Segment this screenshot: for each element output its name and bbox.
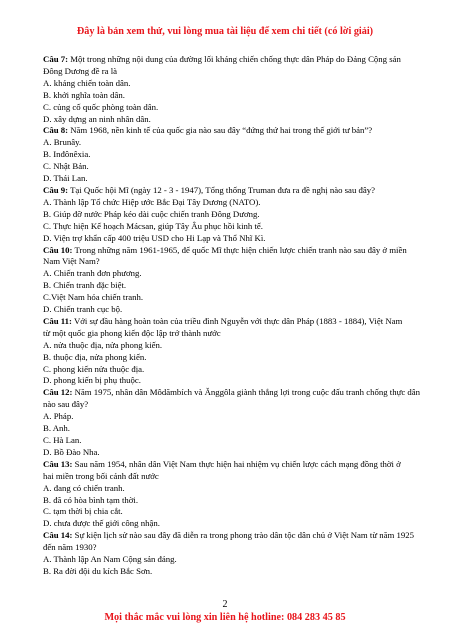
answer-option: A. kháng chiến toàn dân. — [43, 77, 131, 88]
answer-option: B. Ra đời đội du kích Bắc Sơn. — [43, 565, 153, 576]
question-text-segment: Sau năm 1954, nhân dân Việt Nam thực hiện hai nhiệm vụ chiến lược cách mạng đồng thời ở — [72, 458, 401, 469]
question-text-segment: từ một quốc gia phong kiến độc lập trở thành nước — [43, 327, 221, 338]
question-block — [43, 125, 427, 185]
question-block — [43, 387, 427, 458]
question-text-segment: Trong những năm 1961-1965, đế quốc Mĩ thực hiện chiến lược chiến tranh nào sau đây ở miền — [72, 244, 407, 255]
question-text-segment: Tại Quốc hội Mĩ (ngày 12 - 3 - 1947), Tổng thống Truman đưa ra đề nghị nào sau đây? — [68, 184, 376, 195]
answer-option: A. Pháp. — [43, 411, 74, 422]
question-text — [43, 245, 427, 257]
question-number: Câu 13: — [43, 458, 73, 469]
answer-option: B. Anh. — [43, 423, 70, 434]
question-text — [43, 387, 427, 399]
preview-banner: Đây là bản xem thử, vui lòng mua tài liệu để xem chi tiết (có lời giải) — [76, 26, 374, 37]
answer-option: D. xây dựng an ninh nhân dân. — [43, 113, 151, 124]
answer-option: C. tạm thời bị chia cắt. — [43, 506, 123, 517]
question-text-continued — [43, 542, 427, 554]
question-text — [43, 54, 427, 66]
question-number: Câu 10: — [43, 244, 73, 255]
question-block — [43, 185, 427, 245]
question-block — [43, 245, 427, 316]
answer-option: D. phong kiến bị phụ thuộc. — [43, 375, 141, 386]
question-number: Câu 8: — [43, 125, 69, 136]
answer-option: A. Chiến tranh đơn phương. — [43, 268, 142, 279]
question-text — [43, 459, 427, 471]
answer-option: B. đã có hòa bình tạm thời. — [43, 494, 139, 505]
answer-option: A. đang có chiến tranh. — [43, 482, 125, 493]
answer-option: D. chưa được thế giới công nhận. — [43, 518, 160, 529]
answer-option: A. nửa thuộc địa, nửa phong kiến. — [43, 339, 163, 350]
answer-option: D. Thái Lan. — [43, 173, 88, 184]
answer-option: D. Chiến tranh cục bộ. — [43, 304, 123, 315]
question-text-segment: đến năm 1930? — [43, 542, 97, 553]
answer-option: B. khởi nghĩa toàn dân. — [43, 89, 125, 100]
page-number: 2 — [222, 599, 228, 610]
hotline-footer: Mọi thắc mắc vui lòng xin liên hệ hotline: 084 283 45 85 — [104, 612, 346, 623]
question-text-continued — [43, 399, 427, 411]
question-text-segment: Năm 1968, nền kinh tế của quốc gia nào sau đây “đứng thứ hai trong thế giới tư bản”? — [68, 125, 373, 136]
answer-option: A. Brunây. — [43, 137, 82, 148]
question-text-continued — [43, 66, 427, 78]
question-number: Câu 11: — [43, 315, 72, 326]
answer-option: B. Chiến tranh đặc biệt. — [43, 280, 127, 291]
question-block — [43, 54, 427, 125]
question-text — [43, 185, 427, 197]
question-text-segment: hai miền trong bối cảnh đất nước — [43, 470, 159, 481]
question-text-continued — [43, 471, 427, 483]
answer-option: B. thuộc địa, nửa phong kiến. — [43, 351, 147, 362]
question-text — [43, 316, 427, 328]
question-text-segment: nào sau đây? — [43, 399, 89, 410]
question-text-segment: Sự kiện lịch sử nào sau đây đã diễn ra trong phong trào dân tộc dân chủ ở Việt Nam từ năm 1925 — [72, 530, 415, 541]
question-block — [43, 530, 427, 578]
answer-option: B. Giúp đỡ nước Pháp kéo dài cuộc chiến tranh Đông Dương. — [43, 208, 260, 219]
answer-option: D. Viện trợ khẩn cấp 400 triệu USD cho Hi Lạp và Thổ Nhĩ Kì. — [43, 232, 266, 243]
question-number: Câu 9: — [43, 184, 69, 195]
question-number: Câu 14: — [43, 530, 73, 541]
question-list — [43, 54, 427, 578]
question-text — [43, 530, 427, 542]
question-text-segment: Với sự đầu hàng hoàn toàn của triều đình Nguyễn với thực dân Pháp (1883 - 1884), Việt Nam — [71, 315, 403, 326]
answer-option: C. củng cố quốc phòng toàn dân. — [43, 101, 159, 112]
question-text-continued — [43, 328, 427, 340]
question-number: Câu 12: — [43, 387, 73, 398]
question-text-segment: Đông Dương đề ra là — [43, 65, 118, 76]
answer-option: A. Thành lập An Nam Cộng sản đảng. — [43, 554, 177, 565]
answer-option: A. Thành lập Tổ chức Hiệp ước Bắc Đại Tây Dương (NATO). — [43, 196, 261, 207]
answer-option: C. Thực hiện Kế hoạch Mácsan, giúp Tây Âu phục hồi kinh tế. — [43, 220, 263, 231]
answer-option: C. Nhật Bản. — [43, 161, 89, 172]
answer-option: C.Việt Nam hóa chiến tranh. — [43, 292, 144, 303]
answer-option: D. Bồ Đào Nha. — [43, 446, 100, 457]
question-block — [43, 316, 427, 387]
question-text — [43, 125, 427, 137]
question-text-segment: Năm 1975, nhân dân Môdămbích và Ănggôla giành thắng lợi trong cuộc đấu tranh chống thực dân — [72, 387, 421, 398]
question-number: Câu 7: — [43, 54, 69, 64]
answer-option: C. Hà Lan. — [43, 435, 82, 445]
question-block — [43, 459, 427, 530]
answer-option: C. phong kiến nửa thuộc địa. — [43, 363, 145, 374]
question-text-segment: Nam Việt Nam? — [43, 256, 100, 267]
question-text-continued — [43, 256, 427, 268]
answer-option: B. Inđônêxia. — [43, 149, 91, 160]
question-text-segment: Một trong những nội dung của đường lối kháng chiến chống thực dân Pháp do Đảng Cộng sản — [68, 54, 401, 64]
